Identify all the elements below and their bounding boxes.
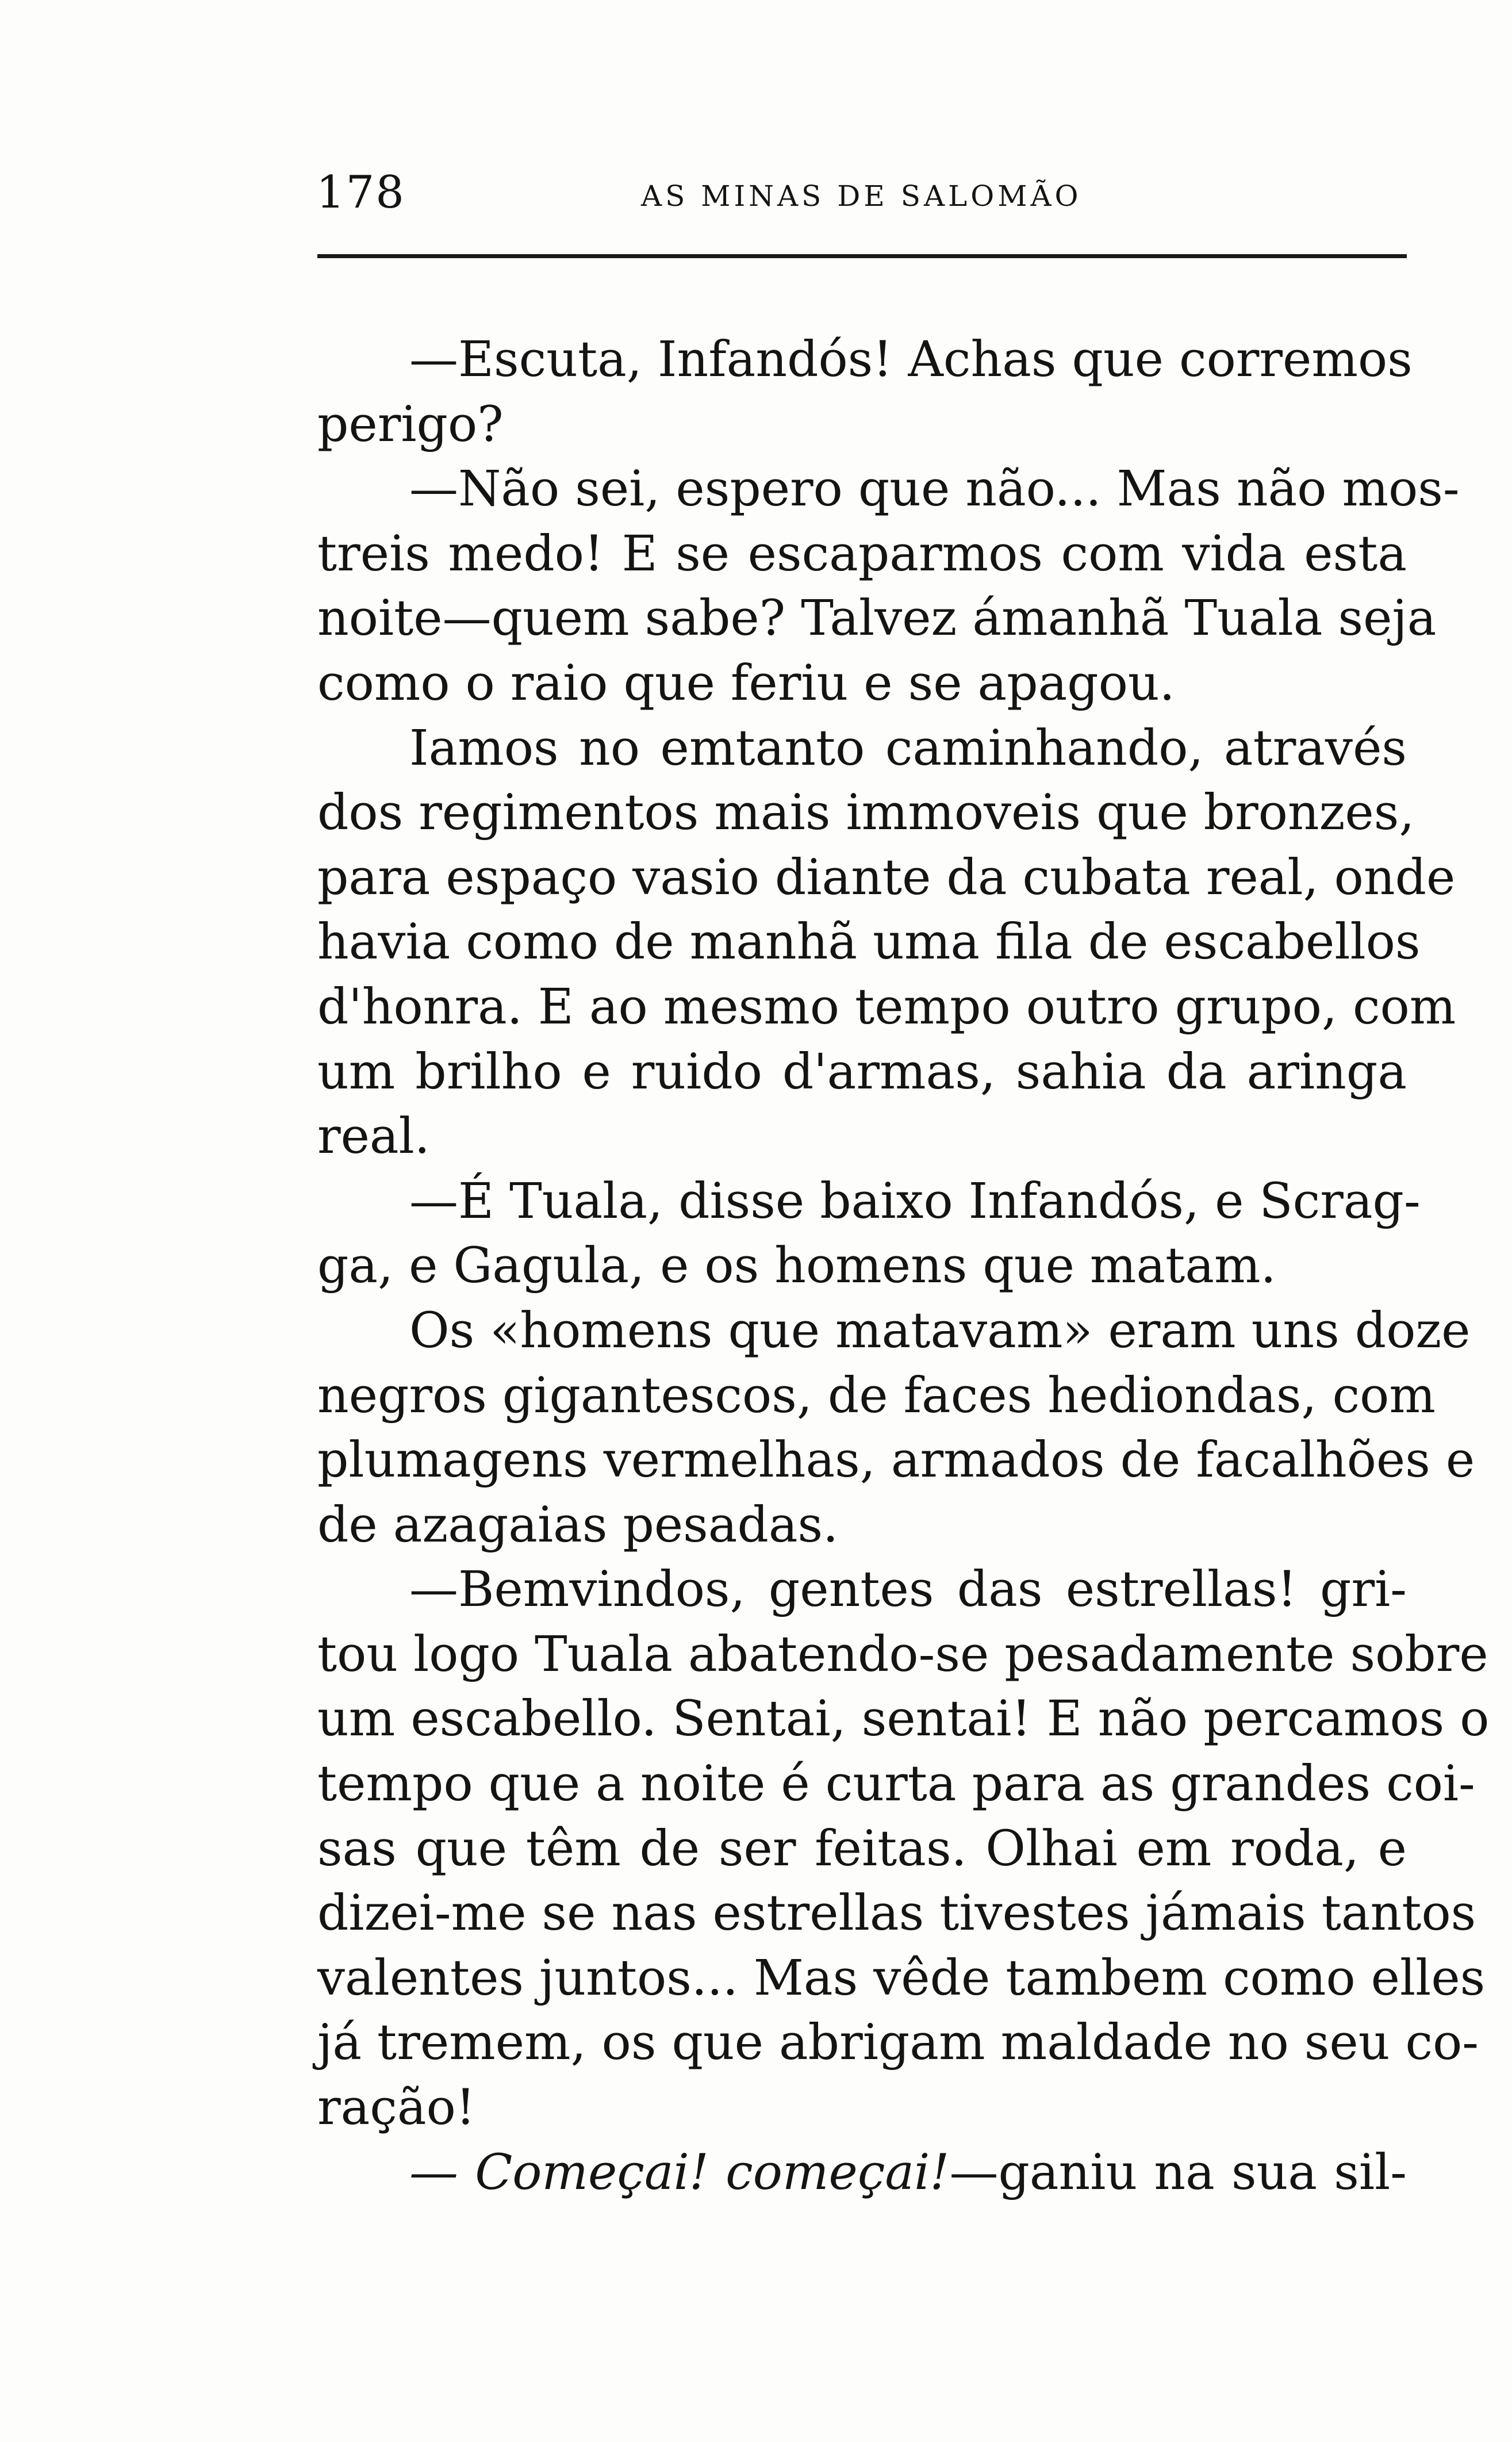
text-line: de azagaias pesadas. [317,1496,839,1554]
text-line: dizei-me se nas estrellas tivestes jámais tantos [317,1885,1476,1942]
text-line: ração! [317,2079,475,2137]
text-line: para espaço vasio diante da cubata real, onde [317,849,1456,906]
text-line: noite—quem sabe? Talvez ámanhã Tuala seja [317,590,1437,647]
text-line: —Não sei, espero que não... Mas não mos- [409,461,1460,518]
text-line: tempo que a noite é curta para as grandes coi- [317,1755,1475,1813]
page-header [316,167,1409,224]
text-line: Os «homens que matavam» eram uns doze [409,1302,1471,1359]
text-line-rest: —ganiu na sua sil- [949,2144,1407,2201]
text-line: tou logo Tuala abatendo-se pesadamente sobre [317,1626,1488,1683]
text-line: d'honra. E ao mesmo tempo outro grupo, com [317,978,1456,1036]
text-line: treis medo! E se escaparmos com vida esta [317,525,1407,582]
text-line: —É Tuala, disse baixo Infandós, e Scrag- [409,1172,1421,1230]
text-line: como o raio que feriu e se apagou. [317,654,1175,712]
text-line: dos regimentos mais immoveis que bronzes, [317,784,1415,842]
text-line: já tremem, os que abrigam maldade no seu co- [317,2014,1479,2072]
text-line: real. [317,1108,430,1166]
text-line: perigo? [317,396,504,453]
text-line: um brilho e ruido d'armas, sahia da aringa [317,1043,1407,1101]
text-line: um escabello. Sentai, sentai! E não percamos o [317,1690,1490,1748]
text-line: —Escuta, Infandós! Achas que corremos [409,331,1413,388]
text-line: valentes juntos... Mas vêde tambem como elles [317,1949,1486,2007]
text-line: plumagens vermelhas, armados de facalhões e [317,1432,1475,1489]
body-text [317,328,1490,2205]
text-line: Iamos no emtanto caminhando, através [409,719,1407,777]
text-line: sas que têm de ser feitas. Olhai em roda, e [317,1820,1407,1877]
text-line: negros gigantescos, de faces hediondas, com [317,1367,1436,1424]
text-line: ga, e Gagula, e os homens que matam. [317,1237,1276,1295]
running-title: AS MINAS DE SALOMÃO [641,179,1082,213]
italic-exclamation: — Começai! começai! [409,2144,950,2201]
page-number: 178 [316,167,405,218]
text-line [317,2141,1407,2206]
text-line: —Bemvindos, gentes das estrellas! gri- [409,1561,1407,1619]
header-rule [317,254,1407,258]
text-line: havia como de manhã uma fila de escabellos [317,914,1421,971]
